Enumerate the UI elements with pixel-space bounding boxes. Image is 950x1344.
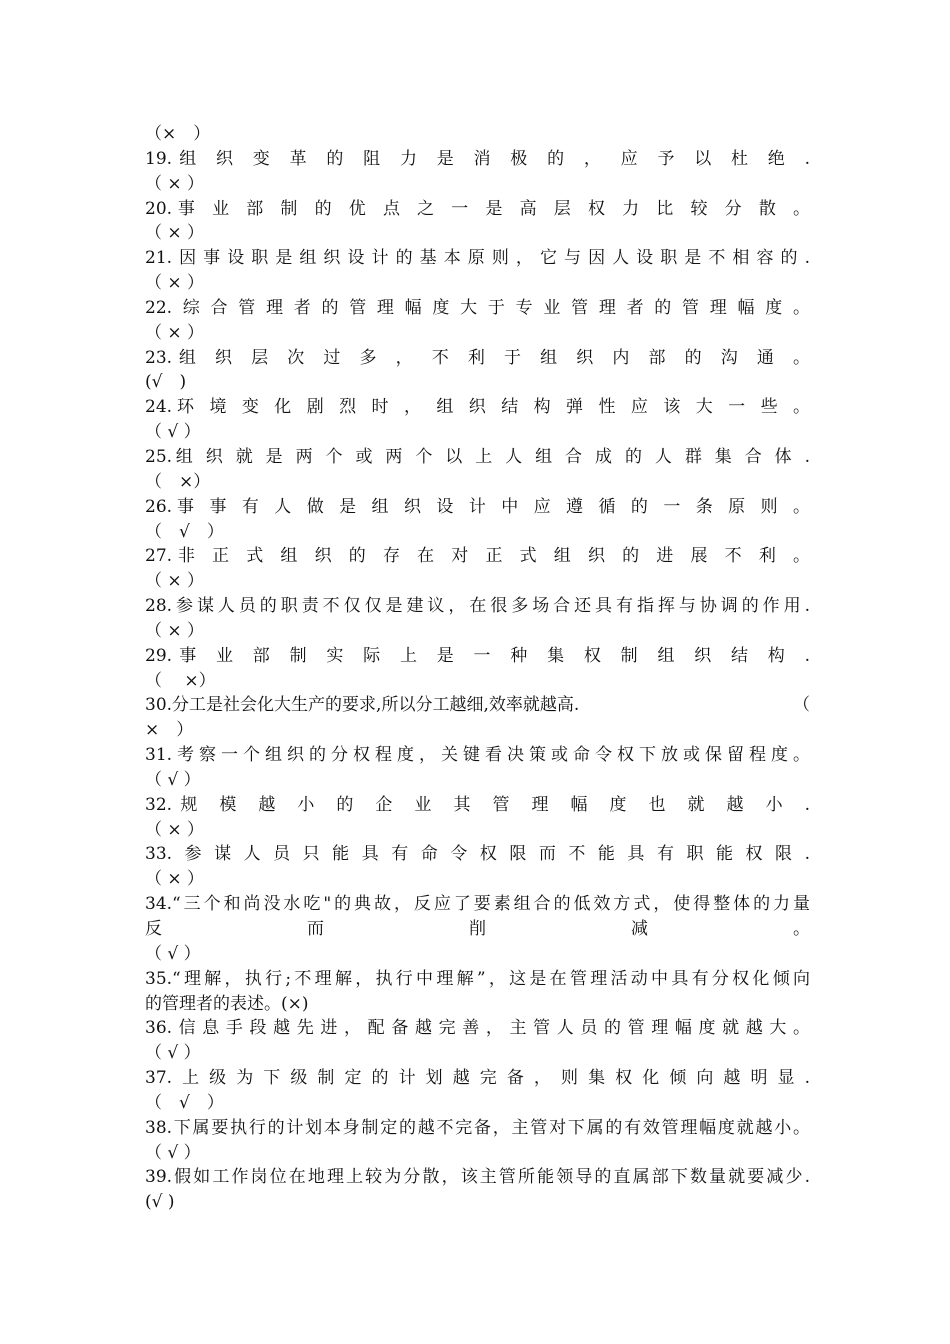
text-line: （ × ）: [145, 273, 205, 294]
text-line: 36.信息手段越先进，配备越完善，主管人员的管理幅度就越大。: [145, 1018, 810, 1039]
text-line: [145, 693, 810, 718]
text-line: 39.假如工作岗位在地理上较为分散，该主管所能领导的直属部下数量就要减少.: [145, 1167, 810, 1188]
text-line: （ ×）: [145, 471, 211, 492]
text-line: （ ×）: [145, 670, 216, 691]
document-body: [145, 122, 810, 1215]
text-line: × ）: [145, 720, 194, 741]
text-line: 35.“理解，执行;不理解，执行中理解”，这是在管理活动中具有分权化倾向: [145, 968, 810, 989]
text-line: (√ ): [145, 1192, 175, 1213]
text-line: 22.综合管理者的管理幅度大于专业管理者的管理幅度。: [145, 297, 810, 318]
text-line: （ √ ）: [145, 1043, 201, 1064]
text-line: （ × ）: [145, 223, 205, 244]
text-line: 的管理者的表述。(×): [145, 993, 309, 1014]
text-line: （ √ ）: [145, 1142, 201, 1163]
text-line: 26.事 事 有 人 做 是 组 织 设 计 中 应 遵 循 的 一 条 原 则 。: [145, 496, 810, 517]
text-line: （ × ）: [145, 322, 205, 343]
text-line: 29.事 业 部 制 实 际 上 是 一 种 集 权 制 组 织 结 构 .: [145, 645, 810, 666]
text-line: （ × ）: [145, 571, 205, 592]
text-line: 28.参谋人员的职责不仅仅是建议，在很多场合还具有指挥与协调的作用.: [145, 596, 810, 617]
text-line: 37.上级为下级制定的计划越完备，则集权化倾向越明显.: [145, 1068, 810, 1089]
text-line: （ √ ）: [145, 769, 201, 790]
text-line: 38.下属要执行的计划本身制定的越不完备，主管对下属的有效管理幅度就越小。: [145, 1117, 810, 1138]
text-line: 反 而 削 减 。: [145, 919, 810, 939]
text-line: （ √ ）: [145, 1092, 224, 1113]
text-line: （ × ）: [145, 173, 205, 194]
text-line: 23.组 织 层 次 过 多 ， 不 利 于 组 织 内 部 的 沟 通 。: [145, 347, 810, 368]
line-tail: （: [793, 695, 810, 716]
text-line: 34.“三个和尚没水吃"的典故，反应了要素组合的低效方式，使得整体的力量: [145, 894, 810, 915]
text-line: 24.环 境 变 化 剧 烈 时 ， 组 织 结 构 弹 性 应 该 大 一 些 。: [145, 397, 810, 418]
text-line: （ √ ）: [145, 422, 201, 443]
text-line: 19.组 织 变 革 的 阻 力 是 消 极 的 ， 应 予 以 杜 绝 .: [145, 148, 810, 169]
text-line: 20.事 业 部 制 的 优 点 之 一 是 高 层 权 力 比 较 分 散 。: [145, 198, 810, 219]
text-line: （ √ ）: [145, 521, 224, 542]
text-line: （ √ ）: [145, 943, 201, 964]
text-line: （ × ）: [145, 869, 205, 890]
text-line: (√ ): [145, 372, 187, 393]
text-line: 32.规 模 越 小 的 企 业 其 管 理 幅 度 也 就 越 小 .: [145, 794, 810, 815]
text-line: 31.考察一个组织的分权程度，关键看决策或命令权下放或保留程度。: [145, 745, 810, 766]
text-line: （ × ）: [145, 620, 205, 641]
text-line: 25.组 织 就 是 两 个 或 两 个 以 上 人 组 合 成 的 人 群 集 合 体 .: [145, 446, 810, 467]
line-text: 30.分工是社会化大生产的要求,所以分工越细,效率就越高.: [145, 695, 580, 716]
text-line: 33.参谋人员只能具有命令权限而不能具有职能权限.: [145, 844, 810, 865]
text-line: 21.因事设职是组织设计的基本原则，它与因人设职是不相容的.: [145, 248, 810, 269]
text-line: 27.非 正 式 组 织 的 存 在 对 正 式 组 织 的 进 展 不 利 。: [145, 546, 810, 567]
text-line: （× ）: [145, 124, 211, 144]
text-line: （ × ）: [145, 819, 205, 840]
